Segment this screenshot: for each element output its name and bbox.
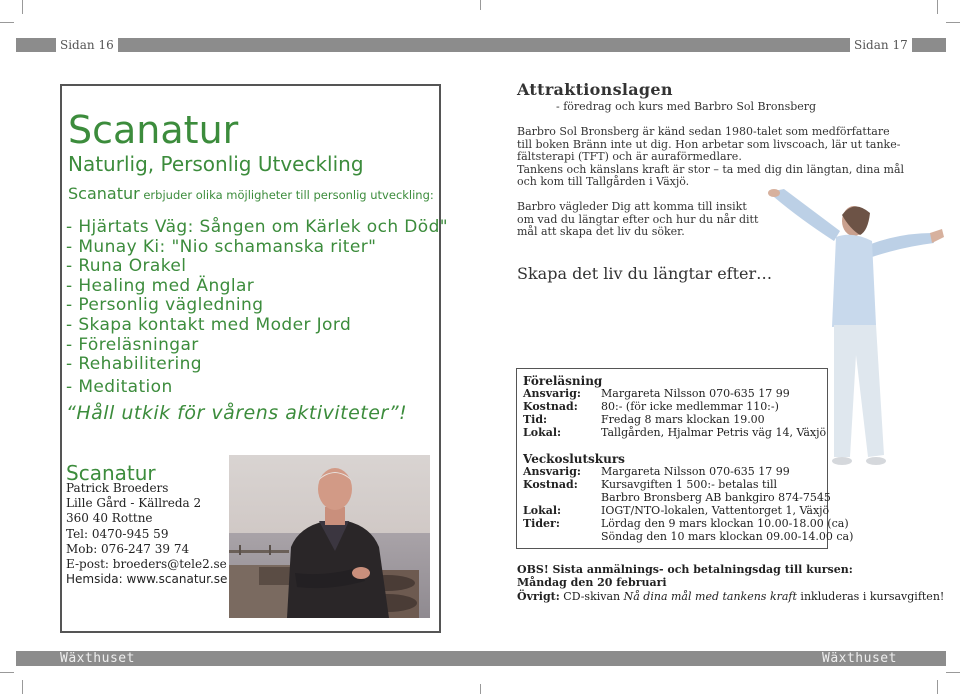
intro-line: Tankens och känslans kraft är stor – ta med dig din längtan, dina mål xyxy=(517,162,905,176)
course-label: Ansvarig: xyxy=(523,465,581,478)
contact-phone: Tel: 0470-945 59 xyxy=(66,526,169,541)
crop-mark xyxy=(22,0,23,14)
list-item: - Healing med Änglar xyxy=(66,275,255,296)
lecture-label: Lokal: xyxy=(523,426,562,439)
portrait-photo xyxy=(229,455,430,618)
list-item: - Hjärtats Väg: Sången om Kärlek och Död" xyxy=(66,217,448,237)
contact-email[interactable]: E-post: broeders@tele2.se xyxy=(66,557,227,572)
event-info-box xyxy=(516,368,854,549)
crop-mark xyxy=(0,672,14,673)
slogan: “Håll utkik för vårens aktiviteter”! xyxy=(66,402,408,424)
course-label: Lokal: xyxy=(523,504,562,517)
crop-mark xyxy=(937,680,938,694)
intro-line: fältsterapi (TFT) och är auraförmedlare. xyxy=(517,150,742,164)
lecture-value: 80:- (för icke medlemmar 110:-) xyxy=(601,400,779,413)
activity-list xyxy=(66,218,448,397)
obs-other xyxy=(517,590,944,603)
lecture-label: Kostnad: xyxy=(523,400,578,413)
intro-line: och kom till Tallgården i Växjö. xyxy=(517,175,690,189)
obs-other-pre: CD-skivan xyxy=(559,589,624,603)
scanatur-offer xyxy=(68,184,434,205)
scanatur-subtitle: Naturlig, Personlig Utveckling xyxy=(68,152,364,176)
lecture-value: Margareta Nilsson 070-635 17 99 xyxy=(601,387,790,400)
offer-text: erbjuder olika möjligheter till personlig utveckling: xyxy=(139,188,434,202)
guide-paragraph xyxy=(517,201,758,239)
scanatur-title: Scanatur xyxy=(68,108,239,152)
list-item: - Rehabilitering xyxy=(66,354,202,375)
obs-cd-title: Nå dina mål med tankens kraft xyxy=(623,589,797,603)
crop-mark xyxy=(480,0,481,10)
list-item: - Personlig vägledning xyxy=(66,295,264,316)
list-item: - Skapa kontakt med Moder Jord xyxy=(66,314,352,335)
course-heading: Veckoslutskurs xyxy=(523,452,625,466)
course-value: Lördag den 9 mars klockan 10.00-18.00 (ca) xyxy=(601,517,849,530)
obs-other-post: inkluderas i kursavgiften! xyxy=(796,589,945,603)
contact-website[interactable]: Hemsida: www.scanatur.se xyxy=(66,572,228,587)
guide-line: Barbro vägleder Dig att komma till insikt xyxy=(517,200,747,213)
lecture-label: Tid: xyxy=(523,413,548,426)
page-number-right: Sidan 17 xyxy=(850,38,912,52)
crop-mark xyxy=(946,22,960,23)
guide-line: om vad du längtar efter och hur du når ditt xyxy=(517,212,759,226)
footer-brand-left: Wäxthuset xyxy=(60,651,135,666)
lecture-heading: Föreläsning xyxy=(523,374,603,388)
contact-block xyxy=(66,481,227,587)
list-item: - Runa Orakel xyxy=(66,256,187,277)
crop-mark xyxy=(0,22,14,23)
contact-postal: 360 40 Rottne xyxy=(66,511,153,526)
offer-brand: Scanatur xyxy=(68,184,140,203)
contact-mobile: Mob: 076-247 39 74 xyxy=(66,541,190,556)
crop-mark xyxy=(937,0,938,14)
course-label: Kostnad: xyxy=(523,478,578,491)
course-value: Margareta Nilsson 070-635 17 99 xyxy=(601,465,790,478)
course-label: Tider: xyxy=(523,517,560,530)
intro-line: Barbro Sol Bronsberg är känd sedan 1980-talet som medförfattare xyxy=(517,125,890,138)
lecture-value: Tallgården, Hjalmar Petris väg 14, Växjö xyxy=(601,426,827,439)
crop-mark xyxy=(480,684,481,694)
page-number-left: Sidan 16 xyxy=(56,38,118,52)
attraktion-title: Attraktionslagen xyxy=(517,80,673,99)
intro-paragraph xyxy=(517,126,904,189)
contact-title: Scanatur xyxy=(66,461,156,485)
lecture-label: Ansvarig: xyxy=(523,387,581,400)
obs-date: Måndag den 20 februari xyxy=(517,576,667,590)
contact-address: Lille Gård - Källreda 2 xyxy=(66,496,202,511)
obs-note xyxy=(517,563,944,603)
course-value: Barbro Bronsberg AB bankgiro 874-7545 xyxy=(601,491,831,504)
attraktion-subtitle: - föredrag och kurs med Barbro Sol Bronsberg xyxy=(556,100,817,113)
footer-brand-right: Wäxthuset xyxy=(822,651,897,666)
course-value: Söndag den 10 mars klockan 09.00-14.00 ca) xyxy=(601,530,854,543)
course-value: Kursavgiften 1 500:- betalas till xyxy=(601,478,778,491)
guide-line: mål att skapa det liv du söker. xyxy=(517,225,685,239)
list-item: - Meditation xyxy=(66,376,173,397)
tagline: Skapa det liv du längtar efter… xyxy=(517,264,773,283)
crop-mark xyxy=(946,672,960,673)
obs-deadline: OBS! Sista anmälnings- och betalningsdag till kursen: xyxy=(517,563,853,576)
list-item: - Föreläsningar xyxy=(66,334,199,355)
contact-name: Patrick Broeders xyxy=(66,481,169,495)
crop-mark xyxy=(22,680,23,694)
course-value: IOGT/NTO-lokalen, Vattentorget 1, Växjö xyxy=(601,504,830,517)
list-item: - Munay Ki: "Nio schamanska riter" xyxy=(66,236,377,257)
lecture-value: Fredag 8 mars klockan 19.00 xyxy=(601,413,765,426)
intro-line: till boken Bränn inte ut dig. Hon arbetar som livscoach, lär ut tanke- xyxy=(517,137,901,151)
obs-other-label: Övrigt: xyxy=(517,589,560,603)
